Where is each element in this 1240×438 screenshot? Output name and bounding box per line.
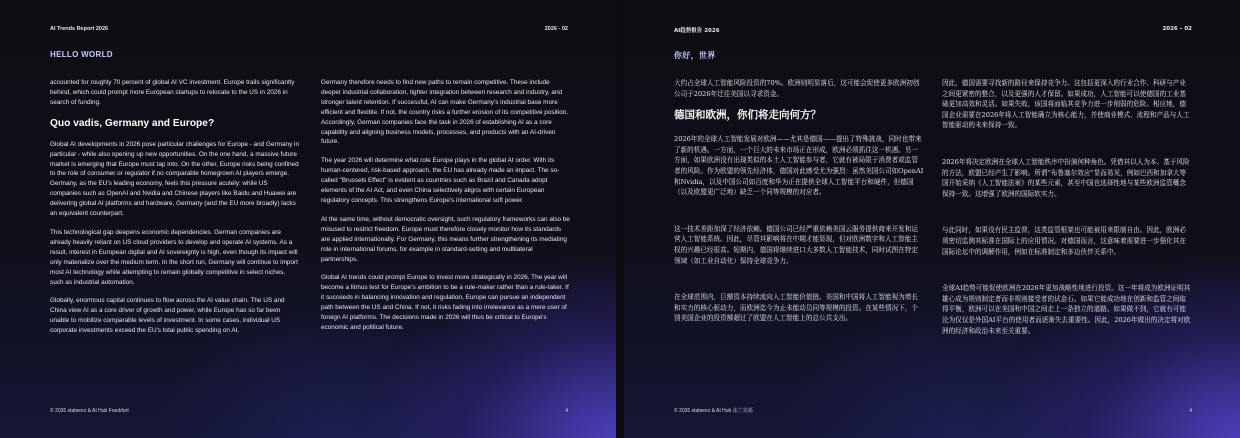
- paragraph: 2026年的全球人工智能发展对欧洲——尤其是德国——提出了特殊挑战，同时也带来了新的机遇。一方面，一个巨大的未来市场正在形成，欧洲必须抓住这一机遇。另一方面，如果欧洲没有出现类似的本土人工智能参与者，它就有被局限于消费者或监管者的风险。作为欧盟的领先经济体，德国对此感受尤为强烈：虽然美国公司如OpenAI和Nvidia，以及中国公司如百度和华为正在提供全球人工智能平台和硬件，但德国（以及欧盟更广泛地）缺乏一个同等规模的对应者。: [674, 135, 924, 197]
- paragraph: 与此同时，如果没有民主监督，这类监管框架也可能被用来限制自由。因此，欧洲必须密切监测其标准在国际上的应用情况。对德国而言，这意味着需要进一步强化其在国际论坛中的调解作用，例如在标准制定和多边伙伴关系中。: [942, 226, 1186, 256]
- report-title: AI趋势报告 2026: [674, 28, 720, 34]
- report-title: AI Trends Report 2026: [50, 26, 109, 32]
- section-label: HELLO WORLD: [50, 50, 113, 59]
- paragraph: Germany therefore needs to find new paths to remain competitive. These include deeper industrial collaboration, tighter integration between research and industry, and stronger talent retention. If successful, AI can make Germany's industrial base more efficient and flexible. If not, the country risks a further erosion of its competitive position. Accordingly, German companies face the task in 2026 of establishing AI as a core capability and aligning business models, processes, and products with an AI-driven future.: [321, 79, 569, 146]
- page-reference: 2026 – 02: [1162, 26, 1192, 32]
- text-column-1: [50, 78, 300, 345]
- paragraph: 在全球范围内，巨额资本持续流向人工智能价值链。美国和中国将人工智能视为增长和实力的核心驱动力，而欧洲迄今为止未能动员同等规模的投资。在某些情况下，个别美国企业的投资额超过了欧盟在人工智能上的总公共支出。: [674, 293, 918, 323]
- text-column-1: [674, 78, 924, 333]
- footer-copyright: © 2026 statworx & AI Hub Frankfurt: [50, 408, 129, 414]
- section-heading: Quo vadis, Germany and Europe?: [50, 117, 215, 129]
- paragraph: 这一技术差距加深了经济依赖。德国公司已经严重依赖美国云服务提供商来开发和运营人工智能系统。因此，尽管其影响将在中期才能显现，但对欧洲数字和人工智能主权的兴趣已经很高。短期内，德国将继续进口大多数人工智能技术，同时试图在特定领域（如工业自动化）保持全球竞争力。: [674, 224, 918, 265]
- paragraph: Global AI developments in 2026 pose particular challenges for Europe - and Germany in particular - while also opening up new opportunities. On the one hand, a massive future market is emerging that Europe must tap into. On the other, Europe risks being confined to the role of consumer or regulator if no comparable homegrown AI players emerge. Germany, as the EU's leading economy, feels this pressure acutely: while US companies such as OpenAI and Nvidia and Chinese players like Baidu and Huawei are delivering global AI platforms and hardware, Germany (and the EU more broadly) lacks an equivalent counterpart.: [50, 140, 300, 218]
- paragraph: This technological gap deepens economic dependencies. German companies are already heavily reliant on US cloud providers to develop and operate AI systems. As a result, interest in European digital and AI sovereignty is high, even though its impact will only materialize over the medium term. In the short run, Germany will continue to import most AI technology while attempting to remain globally competitive in select niches, such as industrial automation.: [50, 228, 298, 286]
- chinese-page: [624, 0, 1240, 438]
- section-heading: 德国和欧洲，你们将走向何方？: [674, 109, 821, 122]
- section-label: 你好，世界: [674, 51, 716, 60]
- paragraph: 全球AI趋势可能促使欧洲在2026年更加战略性地进行投资。这一年将成为欧洲证明其雄心成为规则制定者而非规则接受者的试金石。如果它能成功地在创新和监管之间取得平衡，欧洲可以在美国和中国之间走上一条独立的道路。如果做不到，它就有可能沦为仅仅是外国AI平台的使用者而逐渐失去重要性。因此，2026年做出的决定将对欧洲的经济和政治未来至关重要。: [942, 284, 1191, 335]
- paragraph: At the same time, without democratic oversight, such regulatory frameworks can also be misused to restrict freedom. Europe must therefore closely monitor how its standards are applied internationally. For Germany, this means further strengthening its mediating role in international forums, for example in standard-setting and multilateral partnerships.: [321, 215, 570, 263]
- paragraph: 2026年将决定欧洲在全球人工智能秩序中扮演何种角色。凭借其以人为本、基于风险的方法，欧盟已经产生了影响。所谓“布鲁塞尔效应”显而易见，例如巴西和加拿大等国开始采纳《人工智能法案》的某些元素，甚至中国也选择性地与某些欧洲监管概念保持一致。这增强了欧洲的国际软实力。: [942, 157, 1190, 198]
- footer-copyright: © 2026 statworx & AI Hub 法兰克福: [674, 408, 753, 414]
- page-number: 4: [1189, 408, 1192, 414]
- paragraph: Globally, enormous capital continues to flow across the AI value chain. The US and China view AI as a core driver of growth and power, while Europe has so far been unable to mobilize comparable levels of investment. In some cases, individual US corporate investments exceed the EU's total public spending on AI.: [50, 297, 285, 335]
- text-column-2: [321, 78, 571, 342]
- paragraph: 大约占全球人工智能风险投资的70%。欧洲则明显落后，这可能会促使更多欧洲初创公司于2026年迁往美国以寻求资金。: [674, 79, 920, 98]
- paragraph: The year 2026 will determine what role Europe plays in the global AI order. With its human-centered, risk-based approach, the EU has already made an impact. The so-called "Brussels Effect" is evident as countries such as Brazil and Canada adopt elements of the AI Act, and even China selectively aligns with certain European regulatory concepts. This strengthens Europe's international soft power.: [321, 157, 560, 204]
- page-reference: 2026 - 02: [544, 26, 568, 32]
- text-column-2: [942, 78, 1192, 345]
- paragraph: Global AI trends could prompt Europe to invest more strategically in 2026. The year will become a litmus test for Europe's ambition to be a rule-maker rather than a rule-taker. If it succeeds in balancing innovation and regulation, Europe can pursue an independent path between the US and China. If not, it risks fading into irrelevance as a mere user of foreign AI platforms. The decisions made in 2026 will thus be critical to Europe's economic and political future.: [321, 274, 569, 331]
- paragraph: 因此，德国需要寻找新的路径来保持竞争力。这包括更深入的行业合作、科研与产业之间更紧密的整合，以及更强的人才保留。如果成功，人工智能可以使德国的工业基础更加高效和灵活。如果失败，该国将面临其竞争力进一步削弱的危险。相应地，德国企业需要在2026年将人工智能确立为核心能力，并使商业模式、流程和产品与人工智能驱动的未来保持一致。: [942, 79, 1190, 130]
- english-page: [0, 0, 616, 438]
- paragraph: accounted for roughly 70 percent of global AI VC investment. Europe trails significantly behind, which could prompt more European startups to relocate to the US in 2026 in search of funding.: [50, 79, 295, 106]
- page-number: 4: [565, 408, 568, 414]
